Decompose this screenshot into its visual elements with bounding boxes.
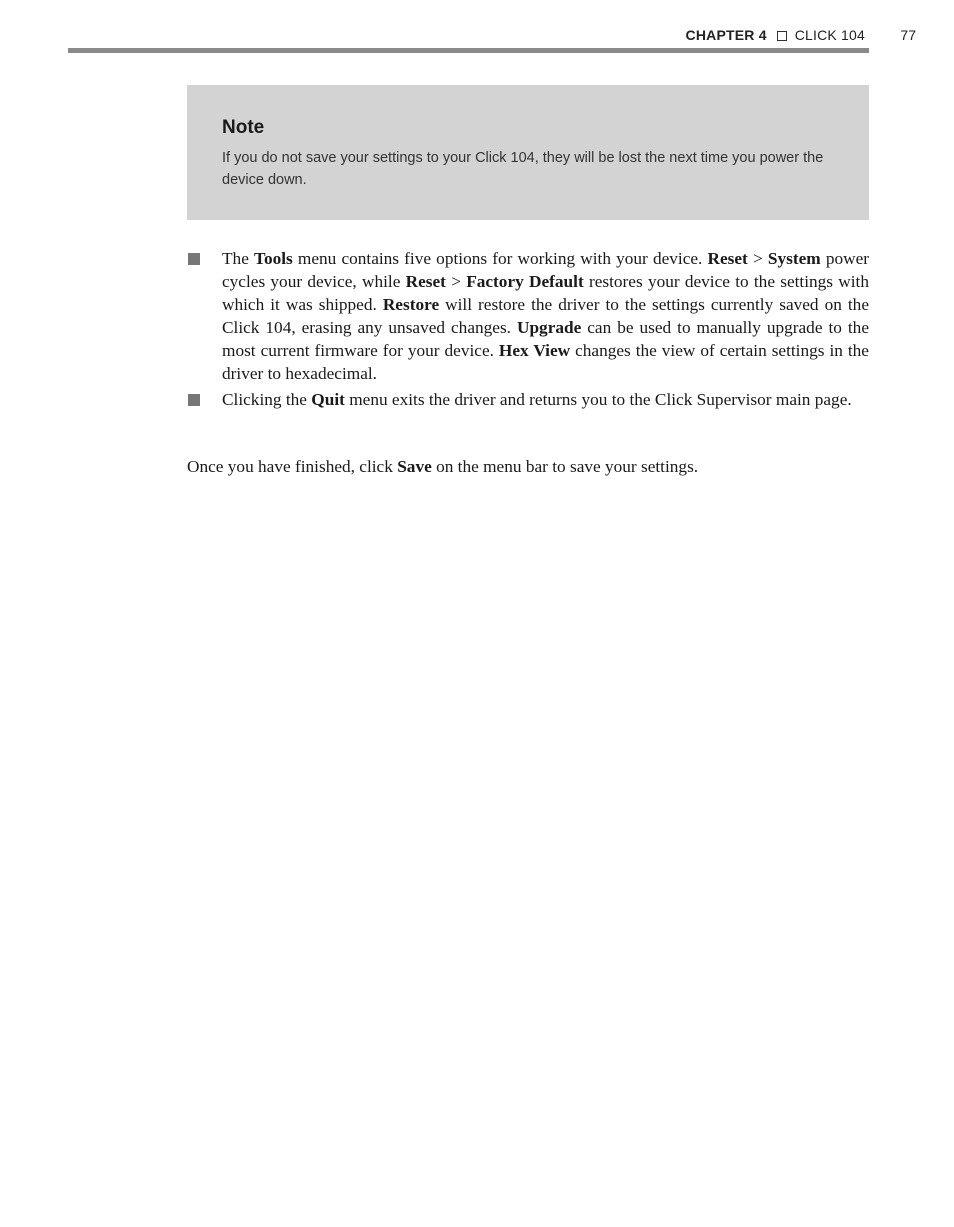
- term-system: System: [767, 249, 821, 268]
- text-run: can be used to manually upgrade to the most current firmware for your device.: [222, 318, 869, 360]
- text-run: restores your device to the settings with which it was shipped.: [222, 272, 870, 314]
- page-number: 77: [900, 27, 916, 43]
- text-run: >: [445, 272, 467, 291]
- bullet-list: [187, 247, 869, 414]
- list-item: [187, 247, 869, 385]
- note-title: Note: [222, 117, 265, 138]
- term-reset: Reset: [707, 249, 748, 268]
- square-bullet-icon: [188, 253, 200, 265]
- chapter-title: [686, 27, 865, 43]
- term-save: Save: [397, 457, 432, 476]
- text-run: menu exits the driver and returns you to the Click Supervisor main page.: [344, 390, 852, 409]
- text-run: Clicking the: [222, 390, 312, 409]
- text-run: will restore the driver to the settings currently saved on the Click 104, erasing any unsaved changes.: [222, 295, 869, 337]
- term-hex-view: Hex View: [498, 341, 571, 360]
- square-bullet-icon: [188, 394, 200, 406]
- text-run: Once you have finished, click: [187, 457, 398, 476]
- section-title: CLICK 104: [794, 27, 865, 43]
- text-run: on the menu bar to save your settings.: [431, 457, 699, 476]
- term-restore: Restore: [382, 295, 440, 314]
- list-item: [187, 388, 869, 411]
- text-run: menu contains five options for working with your device.: [292, 249, 708, 268]
- term-reset: Reset: [405, 272, 446, 291]
- header-rule: [68, 48, 869, 53]
- term-quit: Quit: [311, 390, 345, 409]
- chapter-number: CHAPTER 4: [685, 27, 767, 43]
- running-header: [0, 26, 954, 46]
- text-run: >: [747, 249, 768, 268]
- term-factory-default: Factory Default: [466, 272, 584, 291]
- note-box: [187, 85, 869, 220]
- term-upgrade: Upgrade: [516, 318, 582, 337]
- term-tools: Tools: [254, 249, 293, 268]
- text-run: changes the view of certain settings in the driver to hexadecimal.: [222, 341, 869, 383]
- note-text: If you do not save your settings to your Click 104, they will be lost the next time you power the device down.: [222, 150, 824, 188]
- text-run: power cycles your device, while: [222, 249, 870, 291]
- text-run: The: [222, 249, 255, 268]
- closing-paragraph: [187, 455, 869, 478]
- square-separator-icon: [777, 31, 787, 41]
